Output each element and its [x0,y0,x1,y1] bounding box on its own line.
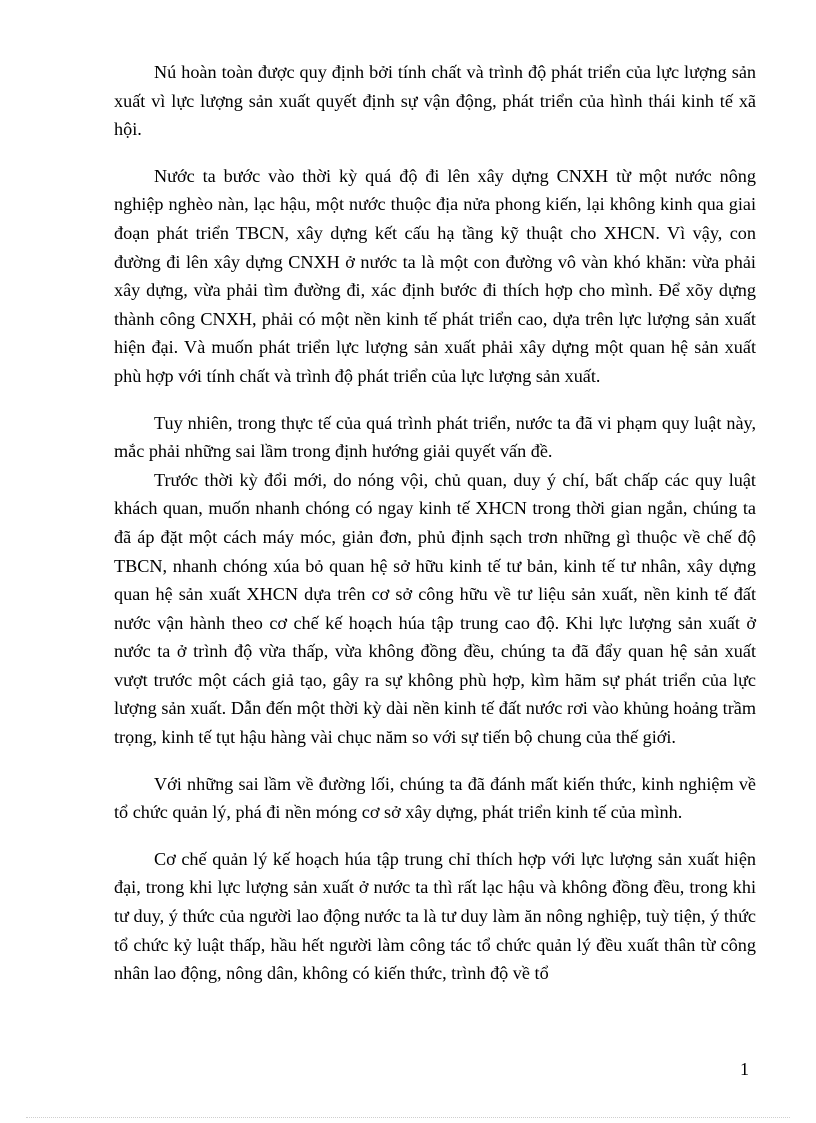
page-bottom-divider [26,1117,790,1118]
paragraph-3: Tuy nhiên, trong thực tế của quá trình phát triển, nước ta đã vi phạm quy luật này, mắc phải những sai lầm trong định hướng giải quyết vấn đề. [114,412,756,462]
document-body [114,58,756,988]
page-number: 1 [740,1059,749,1079]
paragraph-4: Trước thời kỳ đổi mới, do nóng vội, chủ quan, duy ý chí, bất chấp các quy luật khách quan, muốn nhanh chóng có ngay kinh tế XHCN trong thời gian ngắn, chúng ta đã áp đặt một cách máy móc, giản đơn, phủ định sạch trơn những gì thuộc về chế độ TBCN, nhanh chóng xúa bỏ quan hệ sở hữu kinh tế tư bản, kinh tế tư nhân, xây dựng quan hệ sản xuất XHCN dựa trên cơ sở công hữu về tư liệu sản xuất, nền kinh tế đất nước vận hành theo cơ chế kế hoạch húa tập trung cao độ. Khi lực lượng sản xuất ở nước ta ở trình độ vừa thấp, vừa không đồng đều, chúng ta đã đẩy quan hệ sản xuất vượt trước một cách giả tạo, gây ra sự không phù hợp, kìm hãm sự phát triển của lực lượng sản xuất. Dẫn đến một thời kỳ dài nền kinh tế đất nước rơi vào khủng hoảng trầm trọng, kinh tế tụt hậu hàng vài chục năm so với sự tiến bộ chung của thế giới. [114,469,756,748]
paragraph-2: Nước ta bước vào thời kỳ quá độ đi lên xây dựng CNXH từ một nước nông nghiệp nghèo nàn, lạc hậu, một nước thuộc địa nửa phong kiến, lại không kinh qua giai đoạn phát triển TBCN, xây dựng kết cấu hạ tầng kỹ thuật cho XHCN. Vì vậy, con đường đi lên xây dựng CNXH ở nước ta là một con đường vô vàn khó khăn: vừa phải xây dựng, vừa phải tìm đường đi, xác định bước đi thích hợp cho mình. Để xõy dựng thành công CNXH, phải có một nền kinh tế phát triển cao, dựa trên lực lượng sản xuất hiện đại. Và muốn phát triển lực lượng sản xuất phải xây dựng một quan hệ sản xuất phù hợp với tính chất và trình độ phát triển của lực lượng sản xuất. [114,165,756,386]
paragraph-1: Nú hoàn toàn được quy định bởi tính chất và trình độ phát triển của lực lượng sản xuất vì lực lượng sản xuất quyết định sự vận động, phát triển của hình thái kinh tế xã hội. [114,62,756,140]
paragraph-6: Cơ chế quản lý kế hoạch húa tập trung chỉ thích hợp với lực lượng sản xuất hiện đại, trong khi lực lượng sản xuất ở nước ta thì rất lạc hậu và không đồng đều, trong khi tư duy, ý thức của người lao động nước ta là tư duy làm ăn nông nghiệp, tuỳ tiện, ý thức tổ chức kỷ luật thấp, hầu hết người làm công tác tổ chức quản lý đều xuất thân từ công nhân lao động, nông dân, không có kiến thức, trình độ về tổ [114,848,756,984]
paragraph-5: Với những sai lầm về đường lối, chúng ta đã đánh mất kiến thức, kinh nghiệm về tổ chức quản lý, phá đi nền móng cơ sở xây dựng, phát triển kinh tế của mình. [114,773,756,823]
